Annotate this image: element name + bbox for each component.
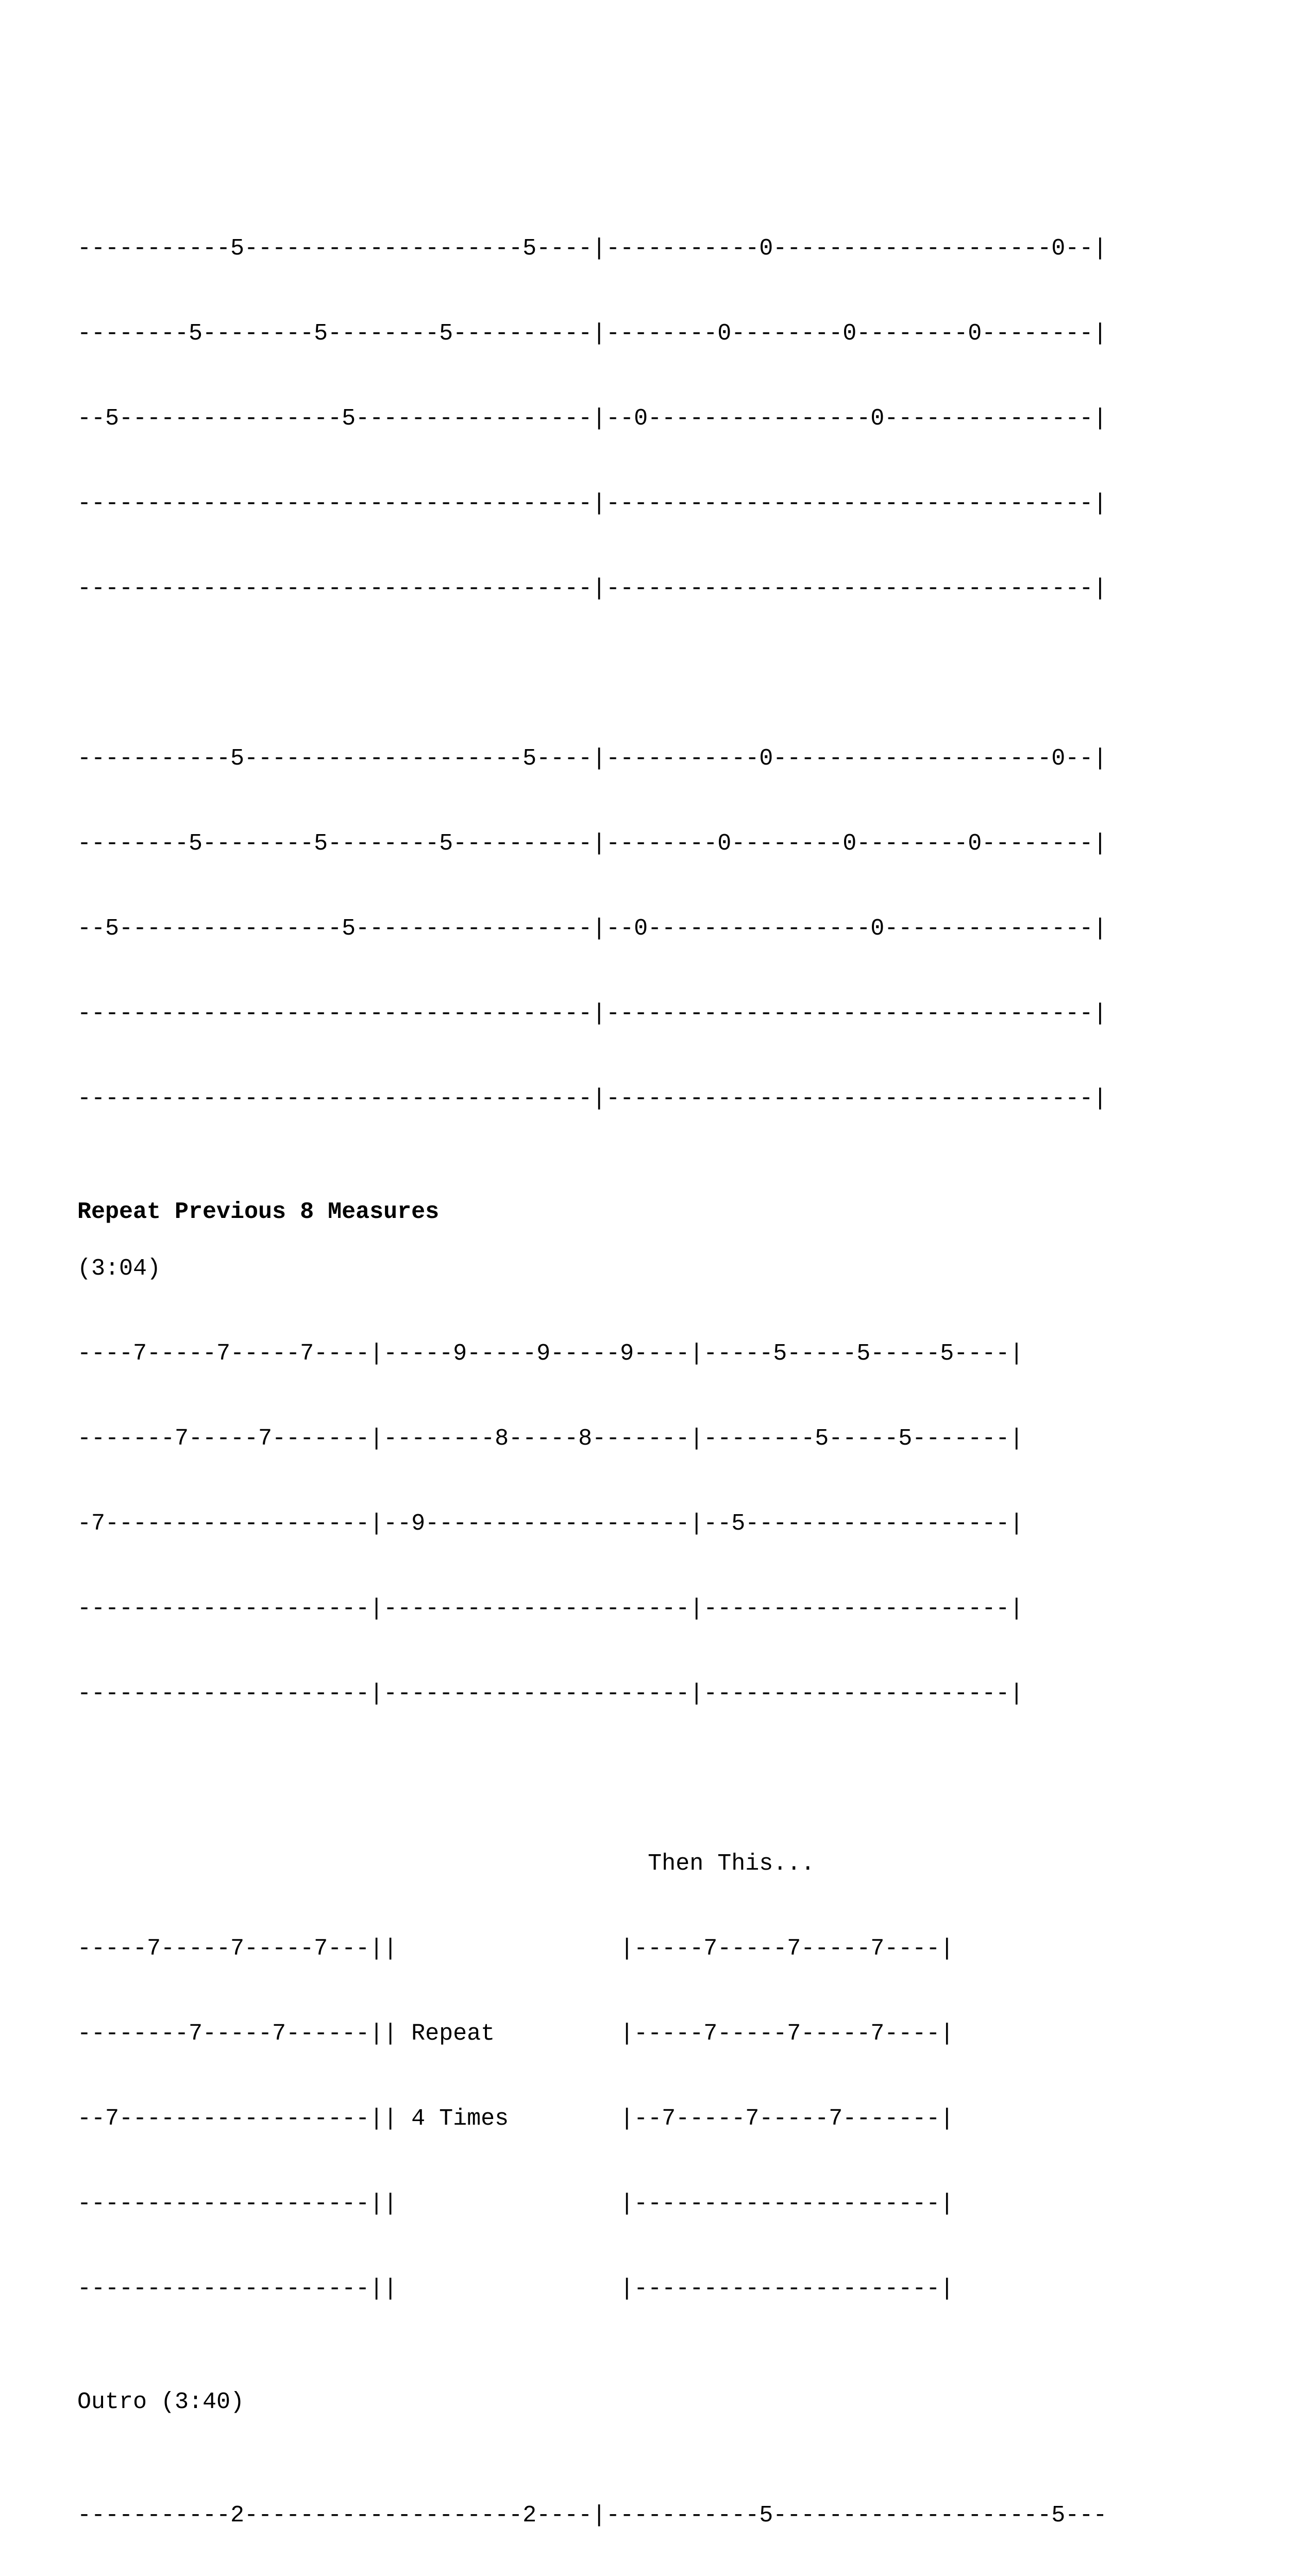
tab-line: ---------------------|| |----------------------| [77,2191,954,2217]
tab-line: -----------2--------------------2----|-----------5--------------------5--- [77,2502,1107,2529]
tab-staff-3 [77,1283,1262,1765]
tab-line: -------------------------------------|-----------------------------------| [77,1001,1107,1027]
spacer [77,2360,1262,2388]
tab-line: -------------------------------------|-----------------------------------| [77,490,1107,517]
tab-staff-2 [77,688,1262,1170]
tab-line: -------7-----7-------|--------8-----8-------|--------5-----5-------| [77,1426,1024,1452]
tab-line: -7-------------------|--9-------------------|--5-------------------| [77,1511,1024,1537]
spacer [77,1226,1262,1255]
timestamp-label: (3:04) [77,1256,161,1282]
tab-line: --------7-----7------|| Repeat |-----7-----7-----7----| [77,2021,954,2047]
tab-line: --------5--------5--------5----------|--------0--------0--------0--------| [77,831,1107,857]
tab-line: --------5--------5--------5----------|--------0--------0--------0--------| [77,320,1107,347]
tab-staff-5 [77,2445,1262,2576]
spacer [77,1170,1262,1198]
tab-line: -------------------------------------|-----------------------------------| [77,575,1107,602]
tab-line: ---------------------|----------------------|----------------------| [77,1596,1024,1622]
spacer [77,2416,1262,2445]
tab-line: ---------------------|| |----------------------| [77,2276,954,2302]
tab-line: --5----------------5-----------------|--0----------------0---------------| [77,916,1107,942]
tab-line: -----------5--------------------5----|-----------0--------------------0--| [77,235,1107,262]
spacer [77,659,1262,688]
tab-staff-1 [77,178,1262,659]
tab-line: -------------------------------------|-----------------------------------| [77,1086,1107,1112]
tab-line: ---------------------|----------------------|----------------------| [77,1681,1024,1707]
spacer [77,1765,1262,1793]
tab-line: --7------------------|| 4 Times |--7-----7-----7-------| [77,2106,954,2132]
tab-line: --5----------------5-----------------|--0----------------0---------------| [77,405,1107,432]
tab-staff-4-repeat [77,1793,1262,2360]
tab-page [77,178,1262,2576]
tab-line: ----7-----7-----7----|-----9-----9-----9----|-----5-----5-----5----| [77,1341,1024,1367]
outro-heading: Outro (3:40) [77,2389,245,2415]
tab-line: -----7-----7-----7---|| |-----7-----7-----7----| [77,1936,954,1962]
tab-line: -----------5--------------------5----|-----------0--------------------0--| [77,745,1107,772]
repeat-heading: Repeat Previous 8 Measures [77,1199,440,1225]
then-this-label: Then This... [77,1851,815,1877]
